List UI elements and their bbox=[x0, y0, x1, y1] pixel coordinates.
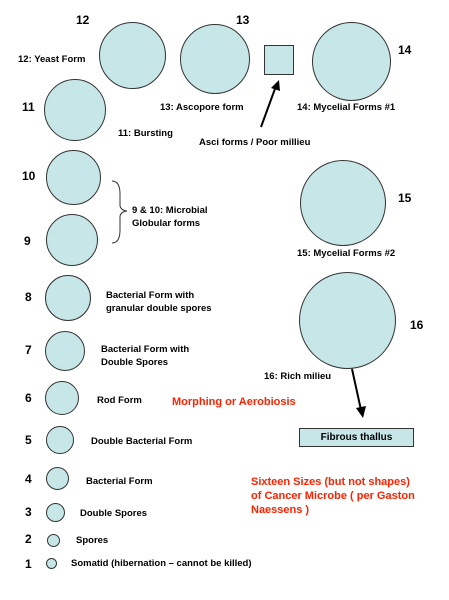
caption-line3: Naessens ) bbox=[251, 504, 310, 516]
stage-16-number: 16 bbox=[410, 318, 424, 332]
stage-14-circle bbox=[312, 22, 391, 101]
stage-13-label: 13: Ascopore form bbox=[160, 102, 244, 113]
stage-13-number: 13 bbox=[236, 13, 250, 27]
stage-6-label: Rod Form bbox=[97, 395, 142, 406]
stage-12-number: 12 bbox=[76, 13, 90, 27]
stage-6-number: 6 bbox=[25, 391, 32, 405]
stage-7-label-line2: Double Spores bbox=[101, 357, 169, 368]
caption-line1: Sixteen Sizes (but not shapes) bbox=[251, 476, 410, 488]
stage-12-label: 12: Yeast Form bbox=[18, 54, 86, 65]
stage-15-circle bbox=[300, 160, 386, 246]
stage-1-circle bbox=[46, 558, 57, 569]
stage-9-circle bbox=[46, 214, 98, 266]
bracket-9-10 bbox=[112, 181, 127, 243]
stage-16-circle bbox=[299, 272, 396, 369]
microbial-label-line1: 9 & 10: Microbial bbox=[132, 205, 208, 216]
stage-4-number: 4 bbox=[25, 472, 32, 486]
arrow-asci bbox=[261, 86, 276, 127]
stage-6-circle bbox=[45, 381, 79, 415]
stage-3-label: Double Spores bbox=[80, 508, 148, 519]
stage-5-number: 5 bbox=[25, 433, 32, 447]
stage-10-number: 10 bbox=[22, 169, 36, 183]
stage-1-label: Somatid (hibernation – cannot be killed) bbox=[71, 558, 252, 569]
morphing-label: Morphing or Aerobiosis bbox=[172, 396, 296, 408]
stage-8-circle bbox=[45, 275, 91, 321]
stage-7-number: 7 bbox=[25, 343, 32, 357]
stage-15-label: 15: Mycelial Forms #2 bbox=[297, 248, 396, 259]
microbial-label-line2: Globular forms bbox=[132, 218, 201, 229]
stage-10-circle bbox=[46, 150, 101, 205]
stage-7-circle bbox=[45, 331, 85, 371]
stage-1-number: 1 bbox=[25, 557, 32, 571]
stage-4-circle bbox=[46, 467, 69, 490]
stage-7-label-line1: Bacterial Form with bbox=[101, 344, 190, 355]
stage-16-label: 16: Rich milieu bbox=[264, 371, 332, 382]
stage-14-number: 14 bbox=[398, 43, 412, 57]
stage-9-number: 9 bbox=[24, 234, 31, 248]
stage-11-label: 11: Bursting bbox=[118, 128, 173, 139]
stage-4-label: Bacterial Form bbox=[86, 476, 153, 487]
stage-13-circle bbox=[180, 24, 250, 94]
stage-8-number: 8 bbox=[25, 290, 32, 304]
stage-2-circle bbox=[47, 534, 60, 547]
arrow-fibrous bbox=[352, 369, 361, 410]
stage-5-circle bbox=[46, 426, 74, 454]
stage-14-label: 14: Mycelial Forms #1 bbox=[297, 102, 396, 113]
stage-8-label-line2: granular double spores bbox=[106, 303, 212, 314]
arrow-asci-head bbox=[271, 80, 280, 91]
stage-2-label: Spores bbox=[76, 535, 109, 546]
asci-label: Asci forms / Poor millieu bbox=[199, 137, 311, 148]
stage-11-circle bbox=[44, 79, 106, 141]
arrow-fibrous-head bbox=[356, 406, 366, 418]
stage-5-label: Double Bacterial Form bbox=[91, 436, 193, 447]
stage-2-number: 2 bbox=[25, 532, 32, 546]
fibrous-thallus-box: Fibrous thallus bbox=[299, 428, 414, 447]
stage-3-number: 3 bbox=[25, 505, 32, 519]
caption-line2: of Cancer Microbe ( per Gaston bbox=[251, 490, 415, 502]
asci-square bbox=[264, 45, 294, 75]
stage-12-circle bbox=[99, 22, 166, 89]
stage-15-number: 15 bbox=[398, 191, 412, 205]
stage-11-number: 11 bbox=[22, 100, 35, 114]
stage-3-circle bbox=[46, 503, 65, 522]
stage-8-label-line1: Bacterial Form with bbox=[106, 290, 195, 301]
